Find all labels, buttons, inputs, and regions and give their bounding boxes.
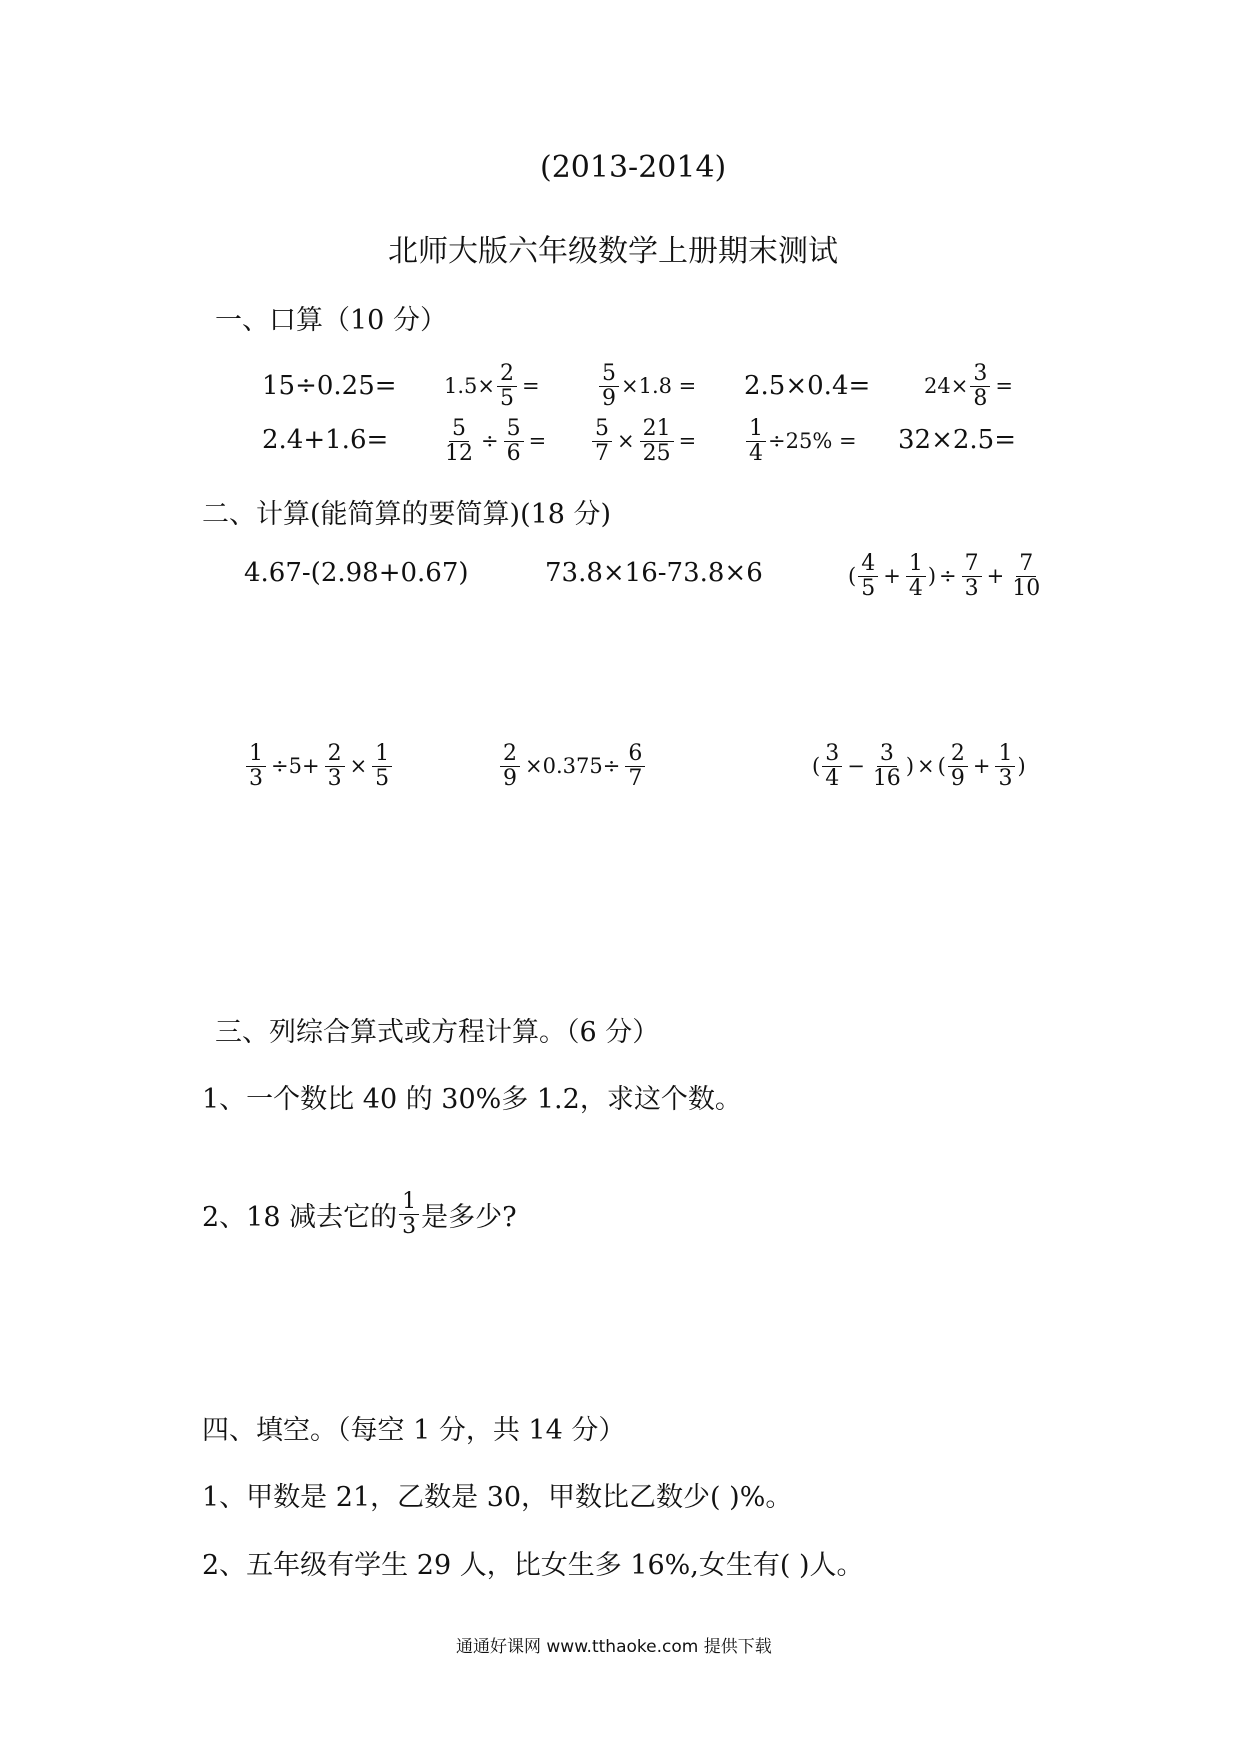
paren: ( bbox=[937, 754, 946, 778]
denominator: 9 bbox=[602, 385, 616, 411]
denominator: 4 bbox=[825, 765, 840, 791]
fraction bbox=[906, 552, 926, 599]
section2-heading: 二、计算(能简算的要简算)(18 分) bbox=[202, 499, 612, 530]
section3-heading: 三、列综合算式或方程计算。（6 分） bbox=[215, 1017, 660, 1048]
expr-text: = bbox=[995, 374, 1013, 398]
fraction bbox=[497, 362, 517, 409]
fraction bbox=[500, 742, 520, 789]
expr-text: = bbox=[528, 429, 547, 453]
oral-calc-6 bbox=[262, 412, 388, 468]
denominator: 5 bbox=[375, 765, 390, 791]
fill-blank-2: 2、五年级有学生 29 人，比女生多 16%,女生有( )人。 bbox=[202, 1550, 864, 1581]
word-problem-1: 1、一个数比 40 的 30%多 1.2，求这个数。 bbox=[202, 1084, 742, 1115]
operator: ÷ bbox=[939, 564, 957, 588]
expr-text: = bbox=[522, 374, 540, 398]
denominator: 5 bbox=[861, 575, 876, 601]
denominator: 3 bbox=[964, 575, 979, 601]
fraction bbox=[948, 742, 968, 789]
numerator: 5 bbox=[592, 417, 612, 441]
numerator: 3 bbox=[877, 742, 897, 766]
numerator: 2 bbox=[325, 742, 345, 766]
denominator: 9 bbox=[950, 765, 965, 791]
fraction bbox=[325, 742, 345, 789]
expr-text: 2.5×0.4= bbox=[744, 371, 871, 401]
operator: ÷ bbox=[481, 429, 499, 453]
fraction bbox=[822, 742, 842, 789]
operator: × bbox=[617, 429, 635, 453]
numerator: 1 bbox=[746, 417, 766, 441]
denominator: 16 bbox=[872, 765, 901, 791]
denominator: 3 bbox=[402, 1213, 417, 1239]
fraction bbox=[504, 417, 524, 464]
denominator: 7 bbox=[595, 440, 609, 466]
operator: + bbox=[986, 564, 1005, 588]
paren: ) bbox=[905, 754, 915, 778]
calc-problem-3 bbox=[848, 538, 1045, 614]
operator: − bbox=[847, 754, 865, 778]
oral-calc-1 bbox=[262, 358, 397, 414]
operator: × bbox=[917, 754, 935, 778]
denominator: 5 bbox=[500, 385, 514, 411]
denominator: 3 bbox=[327, 765, 342, 791]
fraction bbox=[599, 362, 619, 409]
oral-calc-7 bbox=[440, 405, 549, 477]
numerator: 4 bbox=[858, 552, 878, 576]
fraction bbox=[399, 1190, 419, 1237]
oral-calc-9 bbox=[744, 405, 857, 477]
expr-text: 32×2.5= bbox=[898, 425, 1017, 455]
denominator: 4 bbox=[749, 440, 763, 466]
fraction bbox=[442, 417, 476, 464]
paren: ( bbox=[812, 754, 821, 778]
calc-problem-1 bbox=[244, 548, 469, 598]
numerator: 2 bbox=[500, 742, 520, 766]
numerator: 7 bbox=[1016, 552, 1036, 576]
calc-problem-6 bbox=[812, 728, 1026, 804]
denominator: 10 bbox=[1012, 575, 1041, 601]
numerator: 5 bbox=[449, 417, 469, 441]
operator: ×0.375÷ bbox=[525, 754, 621, 778]
footer-source: 通通好课网 www.tthaoke.com 提供下载 bbox=[456, 1637, 772, 1657]
fraction bbox=[962, 552, 982, 599]
numerator: 5 bbox=[504, 417, 524, 441]
denominator: 7 bbox=[628, 765, 643, 791]
denominator: 25 bbox=[642, 440, 671, 466]
paren: ( bbox=[848, 564, 857, 588]
numerator: 6 bbox=[625, 742, 645, 766]
fraction bbox=[372, 742, 392, 789]
numerator: 7 bbox=[962, 552, 982, 576]
expr-text: 4.67-(2.98+0.67) bbox=[244, 558, 469, 588]
oral-calc-8 bbox=[590, 405, 699, 477]
oral-calc-10 bbox=[898, 412, 1016, 468]
operator: + bbox=[883, 564, 901, 588]
denominator: 9 bbox=[503, 765, 517, 791]
numerator: 1 bbox=[246, 742, 266, 766]
numerator: 3 bbox=[822, 742, 842, 766]
denominator: 4 bbox=[908, 575, 923, 601]
fraction bbox=[995, 742, 1015, 789]
denominator: 12 bbox=[445, 440, 473, 466]
expr-text: ÷25% = bbox=[768, 429, 857, 453]
section4-heading: 四、填空。（每空 1 分，共 14 分） bbox=[202, 1415, 626, 1446]
numerator: 1 bbox=[906, 552, 926, 576]
section1-heading: 一、口算（10 分） bbox=[215, 305, 447, 336]
fraction bbox=[640, 417, 674, 464]
numerator: 5 bbox=[599, 362, 619, 386]
page-title: 北师大版六年级数学上册期末测试 bbox=[388, 234, 838, 269]
denominator: 6 bbox=[506, 440, 521, 466]
paren: ) bbox=[927, 564, 937, 588]
question-text: 是多少? bbox=[421, 1201, 517, 1233]
question-text: 2、18 减去它的 bbox=[202, 1201, 398, 1233]
numerator: 1 bbox=[399, 1190, 419, 1214]
operator: × bbox=[349, 754, 368, 778]
numerator: 3 bbox=[970, 362, 990, 386]
numerator: 1 bbox=[372, 742, 392, 766]
operator: + bbox=[972, 754, 991, 778]
denominator: 3 bbox=[249, 765, 263, 791]
paren: ) bbox=[1017, 754, 1026, 778]
fraction bbox=[592, 417, 612, 464]
fraction bbox=[870, 742, 904, 789]
numerator: 2 bbox=[497, 362, 517, 386]
calc-problem-2 bbox=[545, 548, 763, 598]
fraction bbox=[625, 742, 645, 789]
expr-text: 73.8×16-73.8×6 bbox=[545, 558, 763, 588]
calc-problem-5 bbox=[498, 728, 647, 804]
expr-text: 2.4+1.6= bbox=[262, 425, 389, 455]
numerator: 21 bbox=[640, 417, 674, 441]
denominator: 3 bbox=[998, 765, 1013, 791]
expr-text: ×1.8 = bbox=[621, 374, 697, 398]
expr-text: = bbox=[678, 429, 697, 453]
word-problem-2 bbox=[202, 1178, 517, 1250]
calc-problem-4 bbox=[244, 728, 394, 804]
fraction bbox=[970, 362, 990, 409]
year-range: (2013-2014) bbox=[540, 150, 727, 185]
fraction bbox=[858, 552, 878, 599]
expr-text: 1.5× bbox=[444, 374, 495, 398]
fraction bbox=[246, 742, 266, 789]
expr-text: 15÷0.25= bbox=[262, 371, 397, 401]
numerator: 1 bbox=[995, 742, 1015, 766]
fill-blank-1: 1、甲数是 21，乙数是 30，甲数比乙数少( )%。 bbox=[202, 1482, 793, 1513]
fraction bbox=[1009, 552, 1043, 599]
fraction bbox=[746, 417, 766, 464]
denominator: 8 bbox=[973, 385, 988, 411]
numerator: 2 bbox=[948, 742, 968, 766]
operator: ÷5+ bbox=[271, 754, 320, 778]
expr-text: 24× bbox=[924, 374, 969, 398]
